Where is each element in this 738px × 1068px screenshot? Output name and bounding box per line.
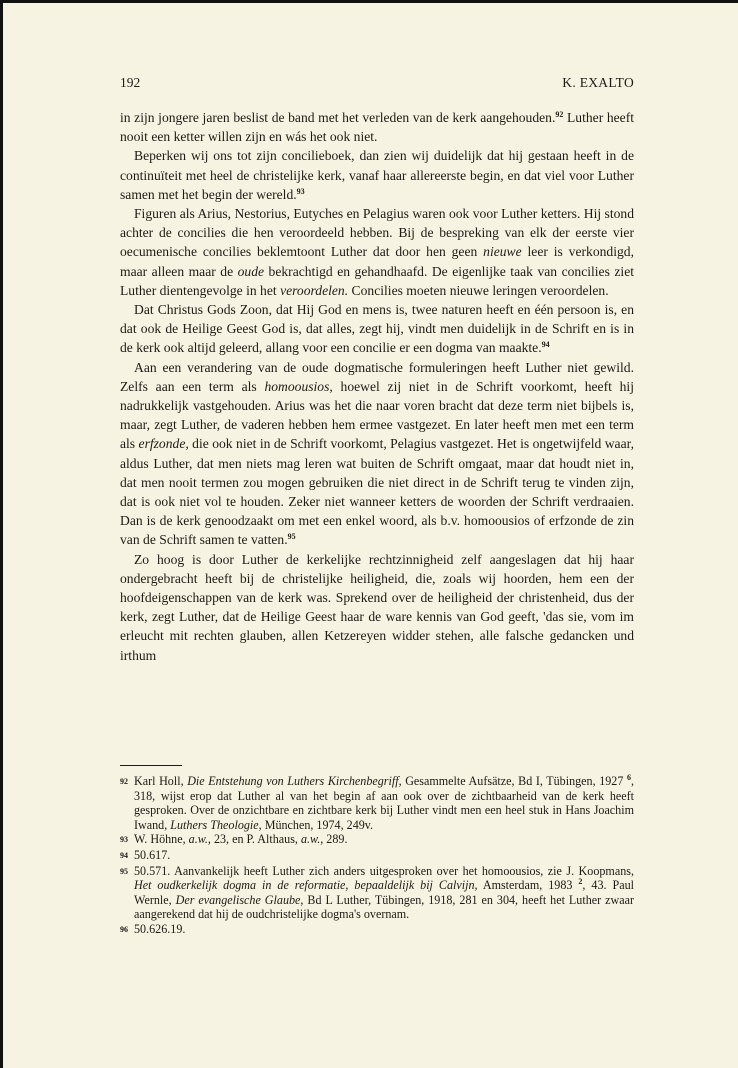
text-run: Karl Holl, xyxy=(134,774,188,788)
text-run: leer is verkondigd, maar alleen maar de xyxy=(120,244,634,279)
italic-text: Die Entstehung von Luthers Kirchenbegriff, xyxy=(187,774,402,788)
text-run: 289. xyxy=(323,832,348,847)
italic-text: oude xyxy=(237,263,265,279)
text-run: Zo hoog is door Luther de kerkelijke rechtzinnigheid zelf aangeslagen dat hij haar ondergebracht heeft bij de christelijke heiligheid, die, zoals wij hoorden, hem een der hoofdeigenschappen van de kerk was. Sprekend over de heiligheid der christenheid, dus der kerk, zegt Luther, dat de Heilige Geest haar de ware kennis van God geeft, 'das sie, vom im erleucht mit rechten glauben, allen Ketzereyen widder stehen, alle falsche gedancken und irthum xyxy=(120,551,634,663)
text-run: 50.571. Aanvankelijk heeft Luther zich anders uitgesproken over het homoousios, zie J. Koopmans, xyxy=(134,863,634,878)
text-run: in zijn jongere jaren beslist de band met het verleden van de kerk aangehouden. xyxy=(120,110,556,125)
text-run: Gesammelte Aufsätze, Bd I, Tübingen, 1927 xyxy=(401,774,627,788)
footnote xyxy=(120,864,634,922)
footnote-text xyxy=(134,922,634,938)
body-text xyxy=(120,108,634,665)
text-run: W. Höhne, xyxy=(134,832,189,847)
paragraph xyxy=(120,358,634,550)
footnote-number: 95 xyxy=(120,866,128,876)
paragraph xyxy=(120,146,634,204)
text-run: 23, en P. Althaus, xyxy=(210,832,301,847)
text-run: Concilies moeten nieuwe leringen veroordelen. xyxy=(348,282,609,298)
text-run: die ook niet in de Schrift voorkomt, Pelagius vastgezet. Het is ongetwijfeld waar, aldus Luther, dat men niets mag leren wat buiten de Schrift omgaat, maar dat houdt niet in, dat men nooit termen zou mogen gebruiken die niet direct in de Schrift terug te vinden zijn, dat is ook niet vol te houden. Zeker niet wanneer ketters de woorden der Schrift verdraaien. Dan is de kerk genoodzaakt om met een enkel woord, als b.v. homoousios of erfzonde de zin van de Schrift samen te vatten. xyxy=(120,436,634,548)
footnote-rule xyxy=(120,765,182,766)
footnote xyxy=(120,774,634,832)
page-header xyxy=(120,75,634,91)
page-number: 192 xyxy=(120,75,141,90)
footnote-ref: 92 xyxy=(555,110,564,119)
footnote-ref: 2 xyxy=(578,877,583,887)
footnote-text xyxy=(134,848,634,864)
italic-text: a.w., xyxy=(188,832,211,847)
footnote xyxy=(120,848,634,864)
italic-text: erfzonde, xyxy=(138,436,189,452)
text-run: München, 1974, 249v. xyxy=(261,817,374,832)
paragraph xyxy=(120,108,634,146)
footnote-text xyxy=(134,832,634,848)
text-run: Aan een verandering van de oude dogmatische formuleringen heeft Luther niet gewild. Zelfs aan een term als xyxy=(120,359,634,394)
text-run: hoewel zij niet in de Schrift voorkomt, heeft hij nadrukkelijk vastgehouden. Arius was het die naar voren bracht dat deze term niet bijbels is, maar, zegt Luther, de vaderen hebben hem ermee vastgezet. En later heeft men met een term als xyxy=(120,378,634,452)
footnote xyxy=(120,832,634,848)
italic-text: veroordelen. xyxy=(280,282,349,298)
text-run: Bd L Luther, Tübingen, 1918, 281 en 304, heeft het Luther zwaar aangerekend dat hij de oudchristelijke dogma's overnam. xyxy=(134,892,634,922)
italic-text: Der evangelische Glaube, xyxy=(175,892,304,907)
paragraph xyxy=(120,300,634,358)
footnote-number: 93 xyxy=(120,835,128,845)
text-run: 50.626.19. xyxy=(134,921,186,936)
italic-text: Luthers Theologie, xyxy=(170,817,262,832)
text-run: bekrachtigd en gehandhaafd. De eigenlijke taak van concilies ziet Luther dientengevolge in het xyxy=(120,263,634,298)
italic-text: nieuwe xyxy=(483,244,522,260)
text-run: , 318, wijst erop dat Luther al van het begin af aan ook over de zichtbaarheid van de kerk heeft gesproken. Over de onzichtbare en zichtbare kerk bij Luther vindt men een heel stuk in Hans Joachim Iwand, xyxy=(134,774,635,832)
italic-text: Het oudkerkelijk dogma in de reformatie, bepaaldelijk bij Calvijn, xyxy=(134,878,478,893)
footnote xyxy=(120,922,634,938)
footnote-ref: 94 xyxy=(541,340,550,350)
text-run: Amsterdam, 1983 xyxy=(477,878,579,893)
footnotes xyxy=(120,774,634,938)
text-run: Beperken wij ons tot zijn concilieboek, dan zien wij duidelijk dat hij gestaan heeft in de continuïteit met heel de christelijke kerk, vanaf haar allereerste begin, en dat viel voor Luther samen met het begin der wereld. xyxy=(120,148,634,202)
running-head: K. EXALTO xyxy=(562,75,634,90)
footnote-number: 94 xyxy=(120,850,128,860)
paragraph xyxy=(120,204,634,300)
footnote-ref: 95 xyxy=(287,532,296,542)
footnote-text xyxy=(134,774,634,832)
paragraph xyxy=(120,550,634,665)
italic-text: a.w., xyxy=(300,832,324,847)
italic-text: homoousios, xyxy=(264,378,333,394)
footnote-ref: 93 xyxy=(296,186,305,196)
footnote-number: 92 xyxy=(120,777,128,786)
text-run: Dat Christus Gods Zoon, dat Hij God en mens is, twee naturen heeft en één persoon is, en dat ook de Heilige Geest God is, dat alles, zegt hij, vindt men duidelijk in de Schrift en is in de kerk ook altijd geleerd, allang voor een concilie er een dogma van maakte. xyxy=(120,302,634,356)
text-run: Figuren als Arius, Nestorius, Eutyches en Pelagius waren ook voor Luther ketters. Hij stond achter de concilies die hen veroordeeld hebben. Bij de bespreking van elk der eerste vier oecumenische concilies beklemtoont Luther dat door hen geen xyxy=(120,206,634,260)
text-run: 50.617. xyxy=(134,847,171,862)
text-run: , 43. Paul Wernle, xyxy=(134,878,634,907)
text-run: Luther heeft nooit een ketter willen zijn en wás het ook niet. xyxy=(120,110,635,145)
footnote-number: 96 xyxy=(120,924,128,934)
footnote-text xyxy=(134,864,634,922)
footnote-ref: 6 xyxy=(626,773,631,782)
